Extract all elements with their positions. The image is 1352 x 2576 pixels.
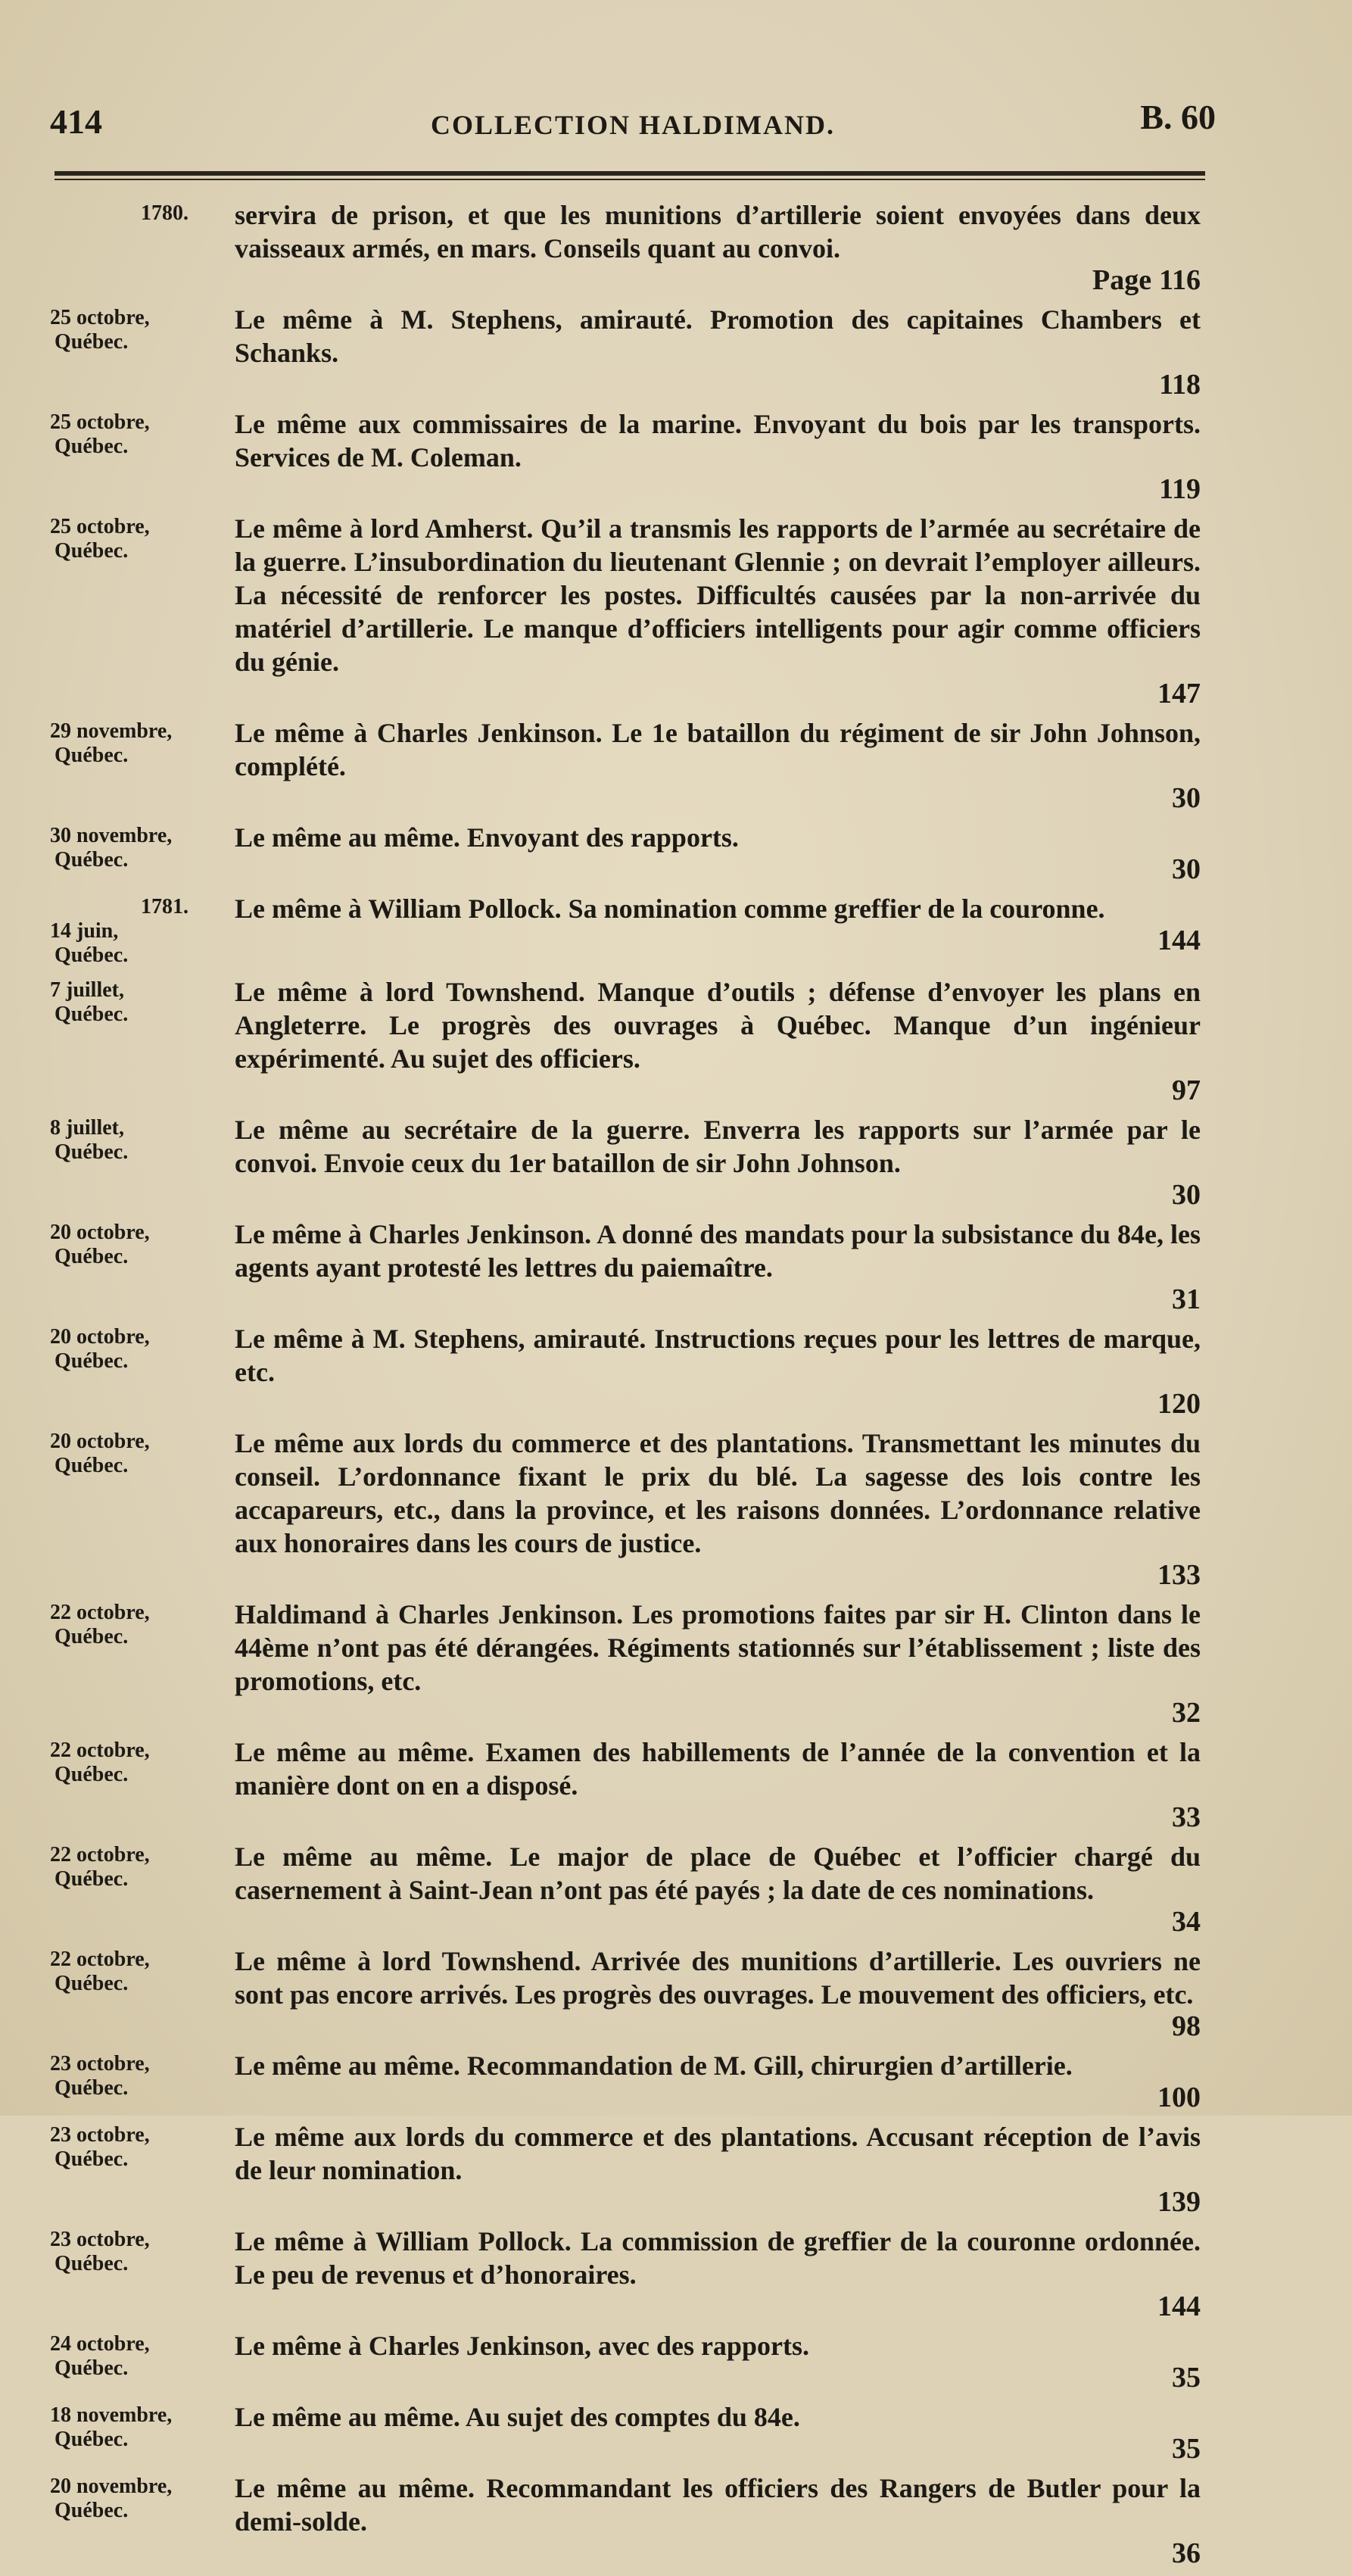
- calendar-entry: [50, 975, 1201, 1106]
- page-label: Page: [1092, 264, 1152, 296]
- page-number-ref: 32: [1172, 1697, 1201, 1729]
- entry-page-reference: [235, 370, 1201, 400]
- entry-page-reference: [235, 474, 1201, 504]
- entry-place: Québec.: [55, 539, 129, 563]
- entry-date-column: [50, 1736, 235, 1832]
- entry-body: [235, 1218, 1201, 1315]
- entry-place: Québec.: [55, 1140, 129, 1164]
- entry-date-column: [50, 1322, 235, 1419]
- entry-date: 23 octobre,: [50, 2228, 150, 2251]
- entry-date: 18 novembre,: [50, 2403, 173, 2427]
- page-number-ref: 34: [1172, 1906, 1201, 1938]
- entry-place: Québec.: [55, 848, 129, 872]
- entry-place: Québec.: [55, 943, 129, 967]
- entry-date-column: [50, 975, 235, 1106]
- entry-place: Québec.: [55, 330, 129, 354]
- page-number-ref: 35: [1172, 2433, 1201, 2465]
- entry-summary: Le même au même. Recommandation de M. Gill, chirurgien d’artillerie.: [235, 2051, 1073, 2081]
- entry-date-column: [50, 1840, 235, 1937]
- entry-year: 1780.: [141, 201, 188, 225]
- header-rule-thin: [55, 179, 1205, 180]
- calendar-entry: [50, 2400, 1201, 2464]
- entry-date-column: [50, 303, 235, 400]
- page-number-ref: 30: [1172, 853, 1201, 885]
- calendar-entry: [50, 1736, 1201, 1832]
- calendar-entry: [50, 2472, 1201, 2568]
- page-number-ref: 119: [1159, 473, 1201, 505]
- entry-date: 23 octobre,: [50, 2123, 150, 2147]
- calendar-entry: [50, 716, 1201, 813]
- entry-summary: Le même au secrétaire de la guerre. Enverra les rapports sur l’armée par le convoi. Envoie ceux du 1er bataillon de sir John Johnson.: [235, 1115, 1201, 1178]
- calendar-entry: [50, 303, 1201, 400]
- entry-summary: Le même à lord Townshend. Manque d’outils ; défense d’envoyer les plans en Angleterre. Le progrès des ouvrages à Québec. Manque d’un ingénieur expérimenté. Au sujet des officiers.: [235, 977, 1201, 1074]
- page-number-ref: 36: [1172, 2537, 1201, 2569]
- entry-place: Québec.: [55, 1867, 129, 1891]
- entry-date-column: [50, 716, 235, 813]
- entry-page-reference: [235, 1698, 1201, 1728]
- entry-date-column: [50, 1113, 235, 1210]
- entry-date-column: [50, 892, 235, 968]
- calendar-entry: [50, 2225, 1201, 2322]
- page-number-ref: 33: [1172, 1801, 1201, 1833]
- entry-body: [235, 2400, 1201, 2464]
- entry-summary: Le même au même. Au sujet des comptes du 84e.: [235, 2402, 800, 2432]
- entry-year: 1781.: [141, 895, 188, 918]
- calendar-entry: [50, 2329, 1201, 2393]
- page-number-ref: 30: [1172, 782, 1201, 814]
- entry-summary: Le même au même. Le major de place de Québec et l’officier chargé du casernement à Saint-Jean n’ont pas été payés ; la date de ces nominations.: [235, 1842, 1201, 1905]
- entry-body: [235, 892, 1201, 968]
- page-number-ref: 35: [1172, 2362, 1201, 2394]
- entry-place: Québec.: [55, 1763, 129, 1786]
- entry-date: 29 novembre,: [50, 719, 173, 743]
- entry-page-reference: [235, 925, 1201, 956]
- entry-place: Québec.: [55, 1625, 129, 1648]
- entry-summary: Le même à M. Stephens, amirauté. Instructions reçues pour les lettres de marque, etc.: [235, 1324, 1201, 1387]
- entry-place: Québec.: [55, 2356, 129, 2380]
- entry-body: [235, 716, 1201, 813]
- page-number-ref: 98: [1172, 2010, 1201, 2042]
- calendar-entry: [50, 1427, 1201, 1590]
- calendar-entry: [50, 198, 1201, 295]
- volume-reference: B. 60: [1140, 98, 1216, 136]
- entry-summary: Le même au même. Envoyant des rapports.: [235, 822, 739, 853]
- entry-summary: Le même au même. Examen des habillements de l’année de la convention et la manière dont on en a disposé.: [235, 1737, 1201, 1801]
- entry-page-reference: [235, 1802, 1201, 1832]
- page-number-ref: 30: [1172, 1179, 1201, 1211]
- entry-date-column: [50, 2049, 235, 2113]
- entry-page-reference: [235, 1180, 1201, 1210]
- entry-body: [235, 2049, 1201, 2113]
- entry-page-reference: [235, 1560, 1201, 1590]
- entry-date-column: [50, 1598, 235, 1728]
- calendar-entry: [50, 892, 1201, 968]
- entry-date: 7 juillet,: [50, 978, 124, 1002]
- entry-date-column: [50, 2472, 235, 2568]
- entry-body: [235, 1598, 1201, 1728]
- entry-page-reference: [235, 678, 1201, 709]
- entry-summary: Le même à William Pollock. La commission de greffier de la couronne ordonnée. Le peu de revenus et d’honoraires.: [235, 2226, 1201, 2290]
- entry-summary: Le même à M. Stephens, amirauté. Promotion des capitaines Chambers et Schanks.: [235, 304, 1201, 368]
- entry-date: 8 juillet,: [50, 1116, 124, 1140]
- calendar-entries: [50, 198, 1201, 2576]
- entry-summary: Haldimand à Charles Jenkinson. Les promotions faites par sir H. Clinton dans le 44ème n’ont pas été dérangées. Régiments stationnés sur l’établissement ; liste des promotions, etc.: [235, 1599, 1201, 1696]
- page-number-ref: 31: [1172, 1283, 1201, 1315]
- entry-date-column: [50, 198, 235, 295]
- entry-date-column: [50, 512, 235, 709]
- entry-date: 22 octobre,: [50, 1948, 150, 1971]
- entry-date: 25 octobre,: [50, 306, 150, 329]
- entry-summary: Le même à lord Amherst. Qu’il a transmis les rapports de l’armée au secrétaire de la guerre. L’insubordination du lieutenant Glennie ; on devrait l’employer ailleurs. La nécessité de renforcer les postes. Difficultés causées par la non-arrivée du matériel d’artillerie. Le manque d’officiers intelligents pour agir comme officiers du génie.: [235, 513, 1201, 677]
- calendar-entry: [50, 1840, 1201, 1937]
- calendar-entry: [50, 407, 1201, 504]
- entry-date: 22 octobre,: [50, 1843, 150, 1867]
- entry-summary: Le même à lord Townshend. Arrivée des munitions d’artillerie. Les ouvriers ne sont pas encore arrivés. Les progrès des ouvrages. Le mouvement des officiers, etc.: [235, 1946, 1201, 2010]
- entry-body: [235, 303, 1201, 400]
- entry-place: Québec.: [55, 435, 129, 458]
- page-number-ref: 97: [1172, 1074, 1201, 1106]
- entry-page-reference: [235, 2187, 1201, 2217]
- page-number-ref: 100: [1157, 2082, 1201, 2113]
- page-header: [50, 92, 1216, 145]
- entry-date: 14 juin,: [50, 919, 119, 943]
- entry-summary: Le même aux commissaires de la marine. Envoyant du bois par les transports. Services de M. Coleman.: [235, 409, 1201, 472]
- entry-place: Québec.: [55, 1003, 129, 1026]
- entry-body: [235, 2120, 1201, 2217]
- page-number-ref: 116: [1159, 264, 1201, 296]
- page-number: 414: [50, 102, 102, 141]
- entry-summary: Le même aux lords du commerce et des plantations. Accusant réception de l’avis de leur nomination.: [235, 2122, 1201, 2185]
- entry-summary: Le même à Charles Jenkinson. A donné des mandats pour la subsistance du 84e, les agents ayant protesté les lettres du paiemaître.: [235, 1219, 1201, 1283]
- entry-page-reference: [235, 2362, 1201, 2393]
- calendar-entry: [50, 512, 1201, 709]
- entry-body: [235, 1840, 1201, 1937]
- running-title: COLLECTION HALDIMAND.: [430, 110, 836, 140]
- calendar-entry: [50, 1598, 1201, 1728]
- entry-date: 20 octobre,: [50, 1325, 150, 1349]
- entry-date: 23 octobre,: [50, 2052, 150, 2075]
- entry-body: [235, 1322, 1201, 1419]
- entry-body: [235, 975, 1201, 1106]
- calendar-entry: [50, 1218, 1201, 1315]
- entry-date: 25 octobre,: [50, 410, 150, 434]
- entry-date: 22 octobre,: [50, 1739, 150, 1762]
- entry-body: [235, 1736, 1201, 1832]
- page-number-ref: 144: [1157, 2291, 1201, 2322]
- calendar-entry: [50, 2120, 1201, 2217]
- entry-page-reference: [235, 1907, 1201, 1937]
- entry-date: 30 novembre,: [50, 824, 173, 847]
- entry-body: [235, 512, 1201, 709]
- entry-body: [235, 2225, 1201, 2322]
- entry-summary: Le même à Charles Jenkinson, avec des rapports.: [235, 2331, 809, 2361]
- entry-summary: Le même au même. Recommandant les officiers des Rangers de Butler pour la demi-solde.: [235, 2473, 1201, 2537]
- entry-page-reference: [235, 1075, 1201, 1106]
- page-number-ref: 118: [1159, 369, 1201, 401]
- entry-date: 24 octobre,: [50, 2332, 150, 2356]
- entry-place: Québec.: [55, 1972, 129, 1995]
- entry-page-reference: [235, 783, 1201, 813]
- entry-body: [235, 2329, 1201, 2393]
- entry-date-column: [50, 1218, 235, 1315]
- entry-page-reference: [235, 2082, 1201, 2113]
- entry-page-reference: [235, 2434, 1201, 2464]
- entry-date: 20 octobre,: [50, 1430, 150, 1453]
- calendar-entry: [50, 1944, 1201, 2041]
- page-number-ref: 133: [1157, 1559, 1201, 1591]
- entry-page-reference: [235, 854, 1201, 884]
- entry-date-column: [50, 2329, 235, 2393]
- entry-place: Québec.: [55, 2147, 129, 2171]
- entry-place: Québec.: [55, 2428, 129, 2451]
- entry-date: 20 octobre,: [50, 1221, 150, 1244]
- entry-body: [235, 2472, 1201, 2568]
- entry-date-column: [50, 821, 235, 884]
- page-number-ref: 144: [1157, 925, 1201, 956]
- entry-body: [235, 407, 1201, 504]
- entry-place: Québec.: [55, 744, 129, 767]
- entry-summary: Le même à William Pollock. Sa nomination comme greffier de la couronne.: [235, 893, 1105, 924]
- entry-summary: Le même aux lords du commerce et des plantations. Transmettant les minutes du conseil. L’ordonnance fixant le prix du blé. La sagesse des lois contre les accapareurs, etc., dans la province, et les raisons données. L’ordonnance relative aux honoraires dans les cours de justice.: [235, 1428, 1201, 1558]
- page-number-ref: 139: [1157, 2186, 1201, 2218]
- entry-date-column: [50, 1427, 235, 1590]
- entry-body: [235, 1427, 1201, 1590]
- entry-place: Québec.: [55, 2499, 129, 2522]
- entry-date-column: [50, 1944, 235, 2041]
- page-number-ref: 147: [1157, 678, 1201, 709]
- calendar-entry: [50, 1113, 1201, 1210]
- entry-date: 22 octobre,: [50, 1601, 150, 1624]
- entry-page-reference: [235, 2011, 1201, 2041]
- entry-summary: Le même à Charles Jenkinson. Le 1e bataillon du régiment de sir John Johnson, complété.: [235, 718, 1201, 781]
- entry-date-column: [50, 2400, 235, 2464]
- calendar-entry: [50, 2049, 1201, 2113]
- entry-body: [235, 1944, 1201, 2041]
- entry-page-reference: [235, 265, 1201, 295]
- entry-page-reference: [235, 2538, 1201, 2568]
- page-number-ref: 120: [1157, 1388, 1201, 1420]
- entry-body: [235, 1113, 1201, 1210]
- entry-place: Québec.: [55, 1454, 129, 1477]
- entry-place: Québec.: [55, 1245, 129, 1268]
- entry-date-column: [50, 2120, 235, 2217]
- entry-page-reference: [235, 1389, 1201, 1419]
- entry-page-reference: [235, 1284, 1201, 1315]
- entry-date-column: [50, 2225, 235, 2322]
- calendar-entry: [50, 1322, 1201, 1419]
- entry-place: Québec.: [55, 2076, 129, 2100]
- entry-page-reference: [235, 2291, 1201, 2322]
- entry-place: Québec.: [55, 1349, 129, 1373]
- entry-date: 25 octobre,: [50, 515, 150, 538]
- header-rule: [55, 171, 1205, 176]
- entry-summary: servira de prison, et que les munitions d’artillerie soient envoyées dans deux vaisseaux armés, en mars. Conseils quant au convoi.: [235, 200, 1201, 264]
- entry-body: [235, 198, 1201, 295]
- entry-place: Québec.: [55, 2252, 129, 2275]
- entry-date-column: [50, 407, 235, 504]
- calendar-entry: [50, 821, 1201, 884]
- entry-date: 20 novembre,: [50, 2475, 173, 2498]
- entry-body: [235, 821, 1201, 884]
